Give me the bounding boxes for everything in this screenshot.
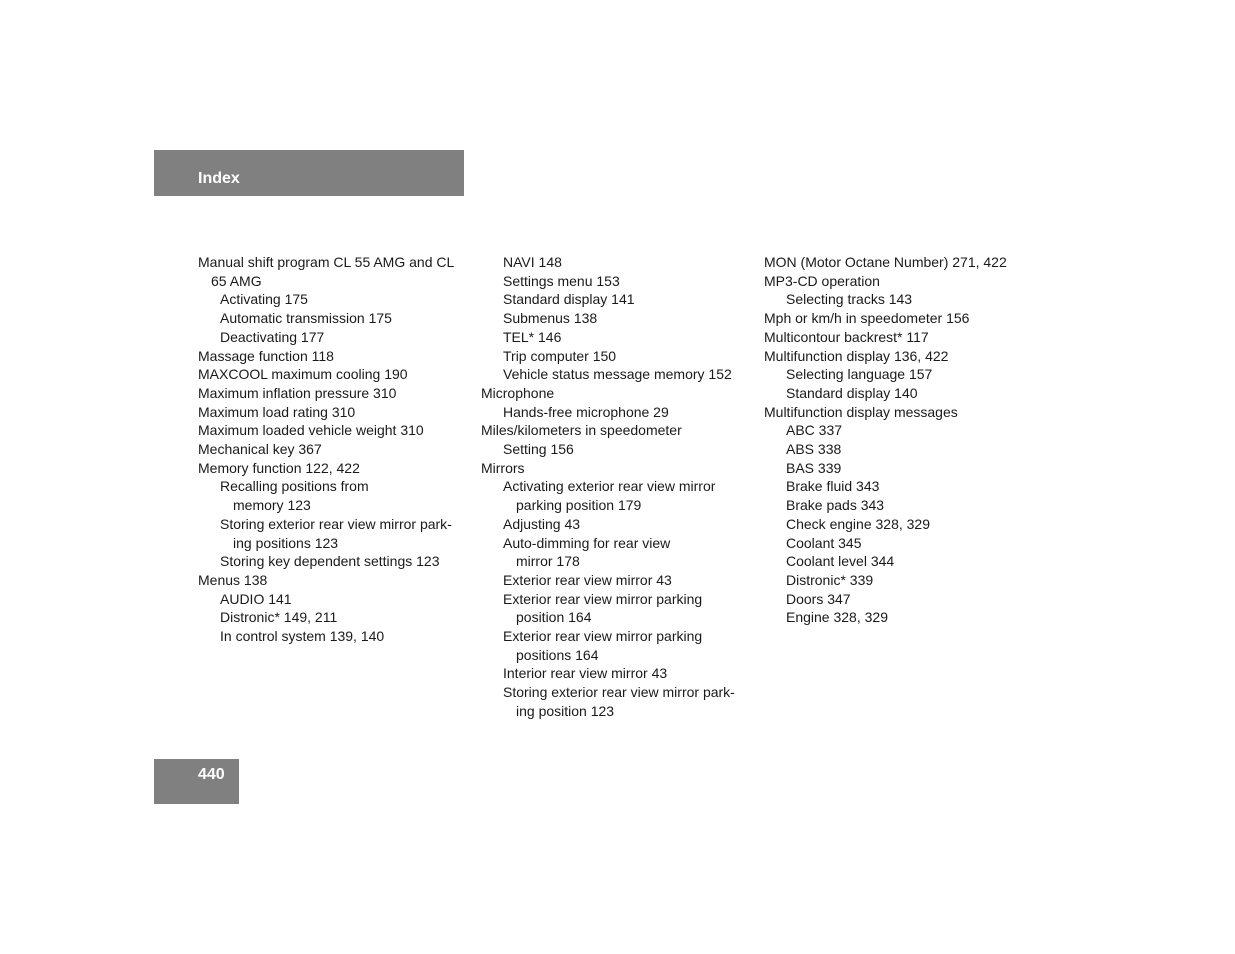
- index-subentry: Standard display 140: [786, 384, 918, 401]
- index-subentry: Check engine 328, 329: [786, 515, 930, 532]
- index-entry: Multifunction display messages: [764, 403, 958, 420]
- index-subentry: ing position 123: [516, 702, 615, 719]
- index-column-2: [481, 253, 751, 721]
- index-entry: Multicontour backrest* 117: [764, 328, 929, 345]
- index-subentry: Exterior rear view mirror parking: [503, 628, 703, 645]
- index-subentry: positions 164: [516, 646, 599, 663]
- index-entry: Mirrors: [481, 459, 525, 476]
- index-subentry: Storing key dependent settings 123: [220, 553, 440, 570]
- index-subentry: Standard display 141: [503, 291, 635, 308]
- index-subentry: Setting 156: [503, 441, 574, 458]
- index-subentry: Distronic* 149, 211: [220, 609, 338, 626]
- index-subentry: position 164: [516, 609, 592, 626]
- index-subentry: Coolant level 344: [786, 553, 895, 570]
- index-subentry: NAVI 148: [503, 254, 562, 270]
- index-subentry: Coolant 345: [786, 534, 862, 551]
- index-subentry: Storing exterior rear view mirror park-: [220, 515, 452, 532]
- index-entry: MAXCOOL maximum cooling 190: [198, 366, 408, 383]
- index-subentry: Engine 328, 329: [786, 609, 888, 626]
- index-subentry: Adjusting 43: [503, 515, 581, 532]
- index-subentry: Trip computer 150: [503, 347, 617, 364]
- index-subentry: Auto-dimming for rear view: [503, 534, 671, 551]
- index-subentry: Automatic transmission 175: [220, 310, 392, 327]
- index-subentry: Interior rear view mirror 43: [503, 665, 668, 682]
- index-entry: Manual shift program CL 55 AMG and CL: [198, 254, 455, 270]
- index-entry: Massage function 118: [198, 347, 334, 364]
- index-entry: Maximum inflation pressure 310: [198, 384, 397, 401]
- index-subentry: Activating exterior rear view mirror: [503, 478, 716, 495]
- index-entry: 65 AMG: [211, 272, 262, 289]
- index-entry: Mechanical key 367: [198, 441, 322, 458]
- page-number: 440: [198, 766, 225, 783]
- index-subentry: Brake fluid 343: [786, 478, 880, 495]
- index-subentry: Exterior rear view mirror 43: [503, 571, 672, 588]
- index-subentry: AUDIO 141: [220, 590, 292, 607]
- index-entry: Miles/kilometers in speedometer: [481, 422, 682, 439]
- index-subentry: parking position 179: [516, 497, 642, 514]
- section-header-bar: [154, 150, 464, 196]
- index-subentry: TEL* 146: [503, 328, 562, 345]
- index-subentry: In control system 139, 140: [220, 628, 385, 645]
- index-entry: Memory function 122, 422: [198, 459, 360, 476]
- index-subentry: Vehicle status message memory 152: [503, 366, 732, 383]
- index-subentry: Storing exterior rear view mirror park-: [503, 684, 735, 701]
- index-entry: Maximum load rating 310: [198, 403, 356, 420]
- index-column-3: [764, 253, 1034, 627]
- index-subentry: Settings menu 153: [503, 272, 620, 289]
- index-subentry: Doors 347: [786, 590, 851, 607]
- index-subentry: ABC 337: [786, 422, 843, 439]
- index-subentry: BAS 339: [786, 459, 842, 476]
- index-entry: Microphone: [481, 384, 555, 401]
- index-subentry: Deactivating 177: [220, 328, 325, 345]
- index-subentry: Exterior rear view mirror parking: [503, 590, 703, 607]
- index-subentry: memory 123: [233, 497, 311, 514]
- index-column-1: [198, 253, 468, 646]
- index-entry: Menus 138: [198, 571, 268, 588]
- index-subentry: Selecting tracks 143: [786, 291, 913, 308]
- index-subentry: ing positions 123: [233, 534, 339, 551]
- index-subentry: Recalling positions from: [220, 478, 369, 495]
- index-subentry: Distronic* 339: [786, 571, 874, 588]
- index-subentry: Activating 175: [220, 291, 308, 308]
- index-subentry: Selecting language 157: [786, 366, 933, 383]
- index-entry: Multifunction display 136, 422: [764, 347, 949, 364]
- index-subentry: mirror 178: [516, 553, 580, 570]
- index-entry: MP3-CD operation: [764, 272, 880, 289]
- index-entry: Mph or km/h in speedometer 156: [764, 310, 970, 327]
- index-subentry: Brake pads 343: [786, 497, 885, 514]
- index-subentry: Hands-free microphone 29: [503, 403, 669, 420]
- page-number-tab: [154, 759, 239, 804]
- index-entry: MON (Motor Octane Number) 271, 422: [764, 254, 1007, 270]
- index-subentry: ABS 338: [786, 441, 842, 458]
- index-entry: Maximum loaded vehicle weight 310: [198, 422, 424, 439]
- section-title: Index: [198, 170, 240, 187]
- index-subentry: Submenus 138: [503, 310, 598, 327]
